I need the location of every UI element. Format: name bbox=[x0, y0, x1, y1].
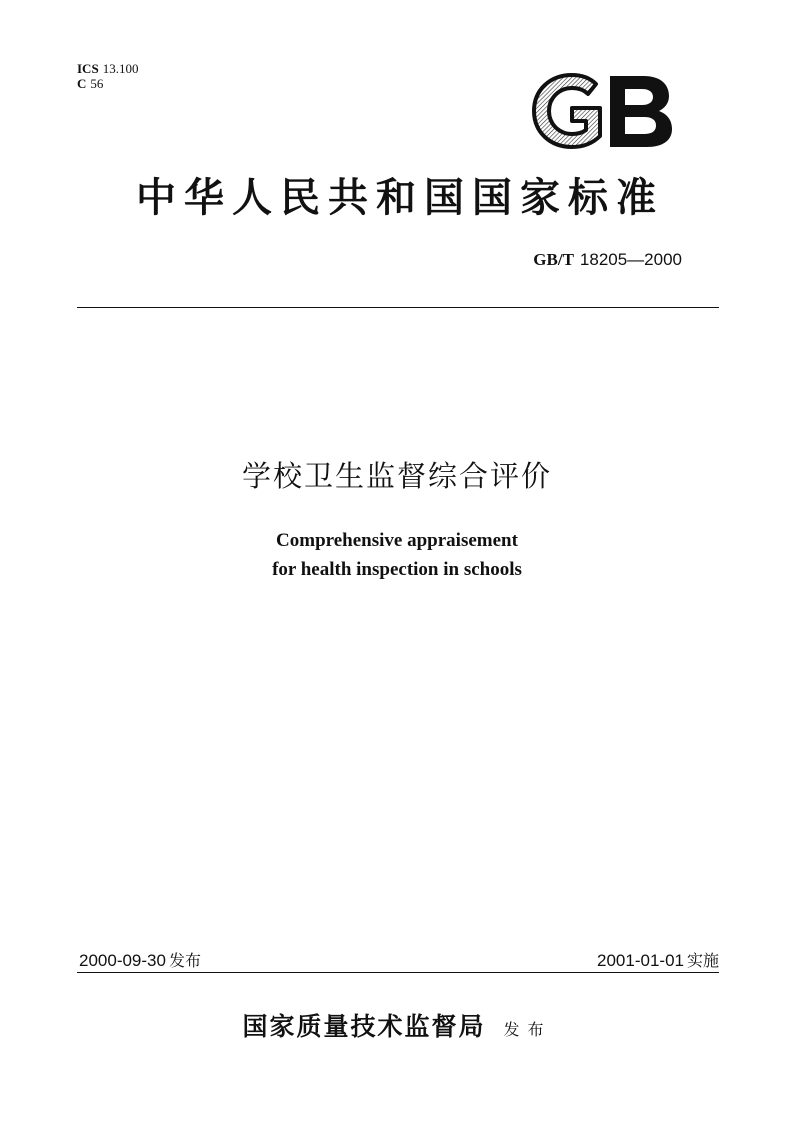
document-title-english bbox=[0, 526, 794, 584]
document-title-chinese: 学校卫生监督综合评价 bbox=[241, 459, 552, 493]
ccs-label: C bbox=[77, 76, 87, 91]
standard-code: 18205—2000 bbox=[579, 250, 682, 269]
classification-codes bbox=[77, 61, 138, 91]
ccs-value: 56 bbox=[90, 76, 104, 91]
ics-code bbox=[77, 61, 138, 76]
issue-date bbox=[79, 948, 201, 971]
implementation-date-value: 2001-01-01 bbox=[597, 951, 684, 970]
issue-date-value: 2000-09-30 bbox=[79, 951, 166, 970]
standard-number bbox=[480, 250, 682, 270]
footer-divider bbox=[77, 972, 719, 973]
implementation-date-label: 实施 bbox=[686, 951, 719, 970]
ics-label: ICS bbox=[77, 61, 99, 76]
english-title-line-1: Comprehensive appraisement bbox=[276, 530, 518, 551]
english-title-line-2: for health inspection in schools bbox=[272, 559, 522, 580]
standard-prefix: GB/T bbox=[533, 250, 574, 269]
publisher-organization: 国家质量技术监督局 bbox=[242, 1012, 486, 1041]
ccs-code bbox=[77, 76, 138, 91]
header-divider bbox=[77, 307, 719, 308]
implementation-date bbox=[520, 948, 719, 971]
publisher bbox=[0, 1007, 794, 1043]
ics-value: 13.100 bbox=[102, 61, 139, 76]
publisher-action: 发布 bbox=[503, 1020, 552, 1039]
gb-logo bbox=[530, 72, 676, 150]
national-standard-title: 中华人民共和国国家标准 bbox=[136, 175, 664, 221]
issue-date-label: 发布 bbox=[168, 951, 201, 970]
